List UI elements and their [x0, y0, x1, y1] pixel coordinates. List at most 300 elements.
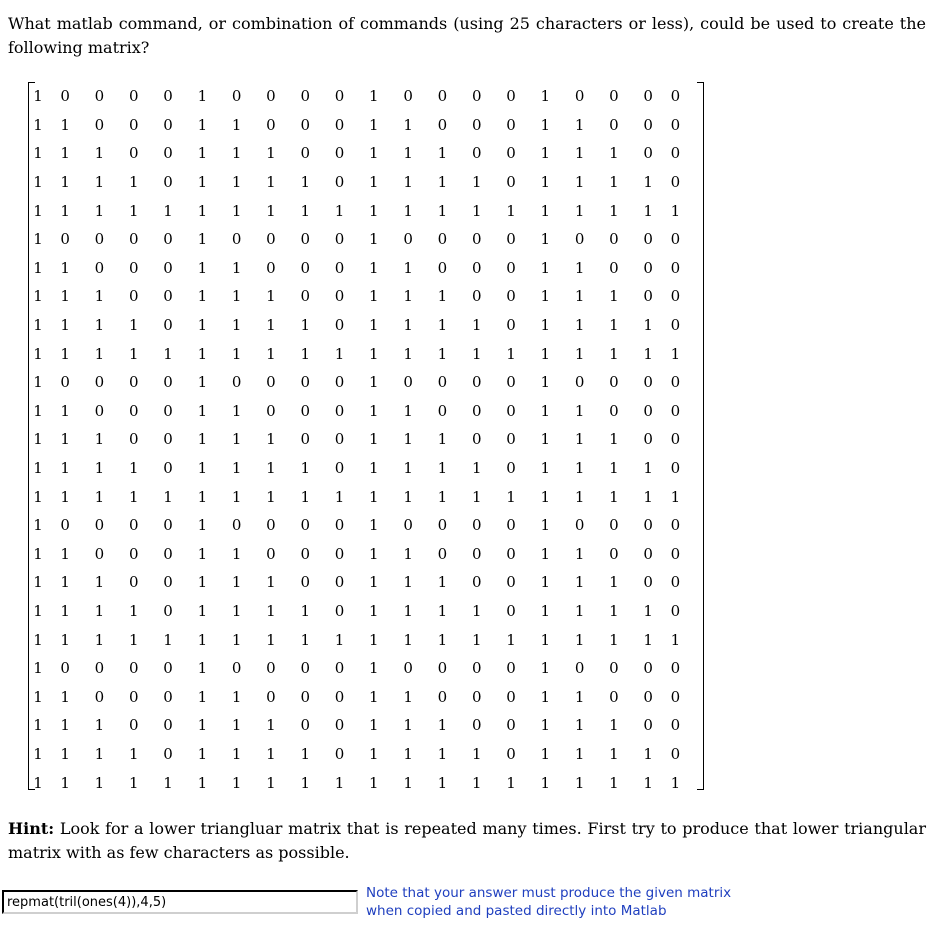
matrix-cell: 0: [163, 430, 173, 449]
matrix-cell: 0: [300, 287, 310, 306]
matrix-cell: 1: [231, 401, 242, 420]
matrix-cell: 1: [574, 144, 585, 163]
matrix-cell: 1: [94, 201, 105, 220]
matrix-cell: 0: [163, 659, 173, 678]
matrix-cell: 0: [334, 716, 345, 735]
matrix-cell: 0: [266, 87, 276, 106]
matrix-cell: 1: [231, 115, 242, 134]
matrix-cell: 0: [163, 459, 173, 478]
matrix-cell: 1: [60, 258, 70, 277]
matrix-cell: 0: [574, 659, 585, 678]
matrix-cell: 1: [403, 459, 413, 478]
matrix-cell: 0: [334, 87, 345, 106]
matrix-cell: 0: [670, 687, 681, 706]
matrix-cell: 1: [300, 459, 310, 478]
matrix-cell: 1: [403, 687, 413, 706]
matrix-cell: 0: [643, 659, 653, 678]
matrix-cell: 0: [94, 516, 105, 535]
matrix-cell: 0: [643, 87, 653, 106]
matrix-cell: 0: [163, 373, 173, 392]
matrix-cell: 1: [300, 201, 310, 220]
matrix-cell: 1: [94, 173, 105, 192]
matrix-cell: 1: [506, 201, 516, 220]
matrix-cell: 1: [128, 487, 139, 506]
matrix-cell: 0: [574, 373, 585, 392]
matrix-cell: 1: [574, 401, 585, 420]
matrix-cell: 1: [609, 173, 619, 192]
matrix-cell: 0: [670, 316, 681, 335]
matrix-cell: 1: [369, 316, 379, 335]
matrix-cell: 0: [403, 659, 413, 678]
hint-label: Hint:: [8, 819, 55, 838]
matrix-table: [28, 82, 685, 797]
matrix-cell: 0: [670, 430, 681, 449]
matrix-cell: 1: [643, 173, 653, 192]
matrix-row: [28, 682, 685, 711]
matrix-cell: 0: [609, 687, 619, 706]
matrix-cell: 1: [369, 87, 379, 106]
matrix-cell: 0: [163, 287, 173, 306]
matrix-cell: 1: [540, 344, 551, 363]
matrix-cell: 1: [266, 144, 276, 163]
matrix-cell: 1: [540, 601, 551, 620]
matrix-cell: 0: [643, 287, 653, 306]
matrix-cell: 0: [300, 115, 310, 134]
matrix-cell: 1: [197, 87, 208, 106]
matrix-cell: 1: [540, 173, 551, 192]
matrix-cell: 0: [231, 373, 242, 392]
matrix-cell: 1: [33, 516, 43, 535]
matrix-cell: 0: [506, 516, 516, 535]
matrix-cell: 1: [197, 601, 208, 620]
matrix-cell: 1: [300, 344, 310, 363]
matrix-cell: 1: [60, 316, 70, 335]
matrix-cell: 1: [231, 630, 242, 649]
matrix-cell: 1: [369, 630, 379, 649]
matrix-cell: 0: [670, 459, 681, 478]
matrix-cell: 1: [643, 459, 653, 478]
matrix-cell: 0: [300, 430, 310, 449]
matrix-cell: 1: [471, 459, 482, 478]
matrix-cell: 0: [163, 87, 173, 106]
matrix-cell: 0: [403, 230, 413, 249]
matrix-cell: 1: [197, 373, 208, 392]
matrix-cell: 1: [128, 173, 139, 192]
matrix-cell: 1: [471, 487, 482, 506]
matrix-row: [28, 111, 685, 140]
matrix-cell: 0: [403, 516, 413, 535]
matrix-cell: 0: [670, 544, 681, 563]
hint-body: Look for a lower triangluar matrix that is repeated many times. First try to produce that lower triangular matrix with as few characters as possible.: [8, 819, 926, 862]
matrix-cell: 0: [506, 87, 516, 106]
matrix-cell: 0: [609, 373, 619, 392]
matrix-row: [28, 597, 685, 626]
matrix-cell: 1: [540, 459, 551, 478]
matrix-cell: 1: [540, 516, 551, 535]
matrix-cell: 1: [60, 573, 70, 592]
matrix-cell: 1: [471, 173, 482, 192]
matrix-cell: 0: [506, 573, 516, 592]
matrix-cell: 1: [163, 487, 173, 506]
matrix-cell: 1: [369, 687, 379, 706]
matrix-cell: 1: [670, 487, 681, 506]
matrix-cell: 0: [94, 401, 105, 420]
matrix-cell: 1: [94, 487, 105, 506]
matrix-cell: 0: [471, 659, 482, 678]
matrix-cell: 0: [60, 87, 70, 106]
matrix-cell: 0: [300, 258, 310, 277]
matrix-cell: 1: [197, 173, 208, 192]
matrix-cell: 1: [197, 659, 208, 678]
matrix-cell: 1: [540, 716, 551, 735]
matrix-cell: 1: [540, 87, 551, 106]
matrix-cell: 0: [471, 687, 482, 706]
matrix-cell: 0: [94, 659, 105, 678]
matrix-cell: 1: [437, 287, 448, 306]
matrix-cell: 1: [33, 544, 43, 563]
matrix-cell: 1: [33, 459, 43, 478]
matrix-cell: 0: [94, 687, 105, 706]
matrix-cell: 1: [643, 487, 653, 506]
matrix-cell: 0: [334, 516, 345, 535]
matrix-cell: 1: [300, 316, 310, 335]
matrix-cell: 1: [128, 601, 139, 620]
matrix-cell: 1: [540, 487, 551, 506]
matrix-cell: 0: [94, 87, 105, 106]
matrix-cell: 1: [266, 344, 276, 363]
matrix-cell: 0: [334, 401, 345, 420]
matrix-cell: 1: [60, 544, 70, 563]
matrix-cell: 0: [670, 516, 681, 535]
matrix-display: [28, 82, 704, 790]
matrix-cell: 1: [231, 687, 242, 706]
matrix-cell: 0: [643, 716, 653, 735]
matrix-cell: 1: [266, 744, 276, 763]
matrix-cell: 1: [437, 744, 448, 763]
matrix-cell: 1: [471, 601, 482, 620]
matrix-cell: 1: [437, 716, 448, 735]
matrix-cell: 1: [609, 744, 619, 763]
matrix-cell: 0: [471, 516, 482, 535]
matrix-cell: 0: [128, 659, 139, 678]
matrix-cell: 0: [506, 144, 516, 163]
matrix-cell: 1: [506, 630, 516, 649]
matrix-cell: 1: [300, 173, 310, 192]
matrix-cell: 0: [437, 516, 448, 535]
matrix-cell: 0: [437, 544, 448, 563]
matrix-cell: 0: [437, 659, 448, 678]
matrix-cell: 0: [643, 516, 653, 535]
matrix-cell: 0: [128, 401, 139, 420]
matrix-cell: 1: [369, 516, 379, 535]
matrix-cell: 1: [60, 144, 70, 163]
matrix-cell: 0: [300, 716, 310, 735]
matrix-cell: 1: [369, 173, 379, 192]
matrix-cell: 1: [643, 744, 653, 763]
matrix-cell: 0: [670, 287, 681, 306]
matrix-cell: 1: [369, 401, 379, 420]
matrix-cell: 0: [506, 401, 516, 420]
matrix-cell: 1: [540, 230, 551, 249]
matrix-cell: 1: [540, 287, 551, 306]
matrix-cell: 1: [403, 773, 413, 792]
matrix-cell: 1: [471, 316, 482, 335]
matrix-cell: 1: [231, 459, 242, 478]
matrix-row: [28, 82, 685, 111]
matrix-cell: 1: [609, 773, 619, 792]
matrix-row: [28, 168, 685, 197]
matrix-cell: 1: [163, 344, 173, 363]
matrix-cell: 1: [574, 744, 585, 763]
matrix-row: [28, 397, 685, 426]
matrix-cell: 1: [670, 773, 681, 792]
matrix-cell: 1: [266, 601, 276, 620]
matrix-cell: 1: [128, 201, 139, 220]
matrix-cell: 1: [128, 459, 139, 478]
matrix-cell: 1: [33, 373, 43, 392]
matrix-cell: 1: [574, 487, 585, 506]
matrix-cell: 0: [94, 230, 105, 249]
matrix-cell: 0: [300, 516, 310, 535]
matrix-cell: 0: [670, 87, 681, 106]
matrix-cell: 1: [540, 316, 551, 335]
matrix-cell: 0: [574, 87, 585, 106]
matrix-cell: 1: [609, 430, 619, 449]
matrix-cell: 1: [540, 258, 551, 277]
matrix-cell: 1: [60, 773, 70, 792]
matrix-cell: 1: [197, 144, 208, 163]
matrix-cell: 1: [574, 601, 585, 620]
matrix-cell: 0: [471, 373, 482, 392]
matrix-row: [28, 540, 685, 569]
matrix-cell: 0: [94, 544, 105, 563]
matrix-cell: 1: [471, 630, 482, 649]
matrix-cell: 1: [197, 258, 208, 277]
matrix-cell: 1: [60, 287, 70, 306]
matrix-cell: 0: [128, 430, 139, 449]
matrix-cell: 1: [197, 230, 208, 249]
matrix-cell: 0: [300, 401, 310, 420]
matrix-cell: 0: [670, 230, 681, 249]
matrix-cell: 1: [609, 316, 619, 335]
hint-text: [8, 817, 926, 865]
matrix-cell: 1: [231, 716, 242, 735]
matrix-cell: 1: [266, 573, 276, 592]
matrix-cell: 0: [574, 230, 585, 249]
matrix-cell: 0: [300, 687, 310, 706]
matrix-cell: 1: [540, 773, 551, 792]
matrix-cell: 0: [334, 115, 345, 134]
answer-input[interactable]: [2, 890, 358, 914]
matrix-cell: 1: [266, 173, 276, 192]
matrix-cell: 1: [33, 401, 43, 420]
matrix-row: [28, 339, 685, 368]
matrix-cell: 1: [60, 630, 70, 649]
matrix-cell: 1: [369, 773, 379, 792]
matrix-cell: 0: [506, 430, 516, 449]
matrix-cell: 1: [94, 344, 105, 363]
matrix-cell: 1: [403, 744, 413, 763]
matrix-cell: 0: [300, 573, 310, 592]
matrix-cell: 0: [94, 373, 105, 392]
matrix-row: [28, 368, 685, 397]
matrix-cell: 1: [94, 430, 105, 449]
matrix-cell: 1: [369, 373, 379, 392]
matrix-cell: 0: [94, 258, 105, 277]
matrix-cell: 1: [369, 258, 379, 277]
matrix-cell: 1: [266, 316, 276, 335]
matrix-cell: 0: [574, 516, 585, 535]
matrix-cell: 0: [163, 173, 173, 192]
matrix-cell: 0: [437, 258, 448, 277]
matrix-cell: 0: [670, 144, 681, 163]
matrix-cell: 1: [574, 344, 585, 363]
matrix-cell: 0: [506, 373, 516, 392]
matrix-cell: 0: [128, 144, 139, 163]
matrix-cell: 0: [437, 115, 448, 134]
matrix-cell: 0: [163, 601, 173, 620]
matrix-cell: 1: [266, 287, 276, 306]
matrix-cell: 1: [471, 344, 482, 363]
matrix-cell: 1: [300, 630, 310, 649]
matrix-cell: 1: [197, 287, 208, 306]
matrix-cell: 0: [231, 659, 242, 678]
matrix-cell: 0: [437, 230, 448, 249]
matrix-cell: 1: [197, 459, 208, 478]
matrix-cell: 1: [437, 630, 448, 649]
matrix-cell: 1: [369, 230, 379, 249]
matrix-row: [28, 139, 685, 168]
matrix-row: [28, 711, 685, 740]
answer-note: [366, 884, 786, 920]
matrix-cell: 0: [506, 258, 516, 277]
matrix-row: [28, 740, 685, 769]
matrix-cell: 1: [609, 287, 619, 306]
matrix-cell: 0: [163, 687, 173, 706]
matrix-cell: 1: [197, 744, 208, 763]
question-text: What matlab command, or combination of commands (using 25 characters or less), could be used to create the following matrix?: [8, 14, 926, 57]
matrix-cell: 1: [437, 430, 448, 449]
matrix-cell: 1: [266, 630, 276, 649]
matrix-cell: 1: [231, 316, 242, 335]
matrix-cell: 1: [33, 173, 43, 192]
matrix-cell: 0: [163, 258, 173, 277]
matrix-cell: 1: [33, 287, 43, 306]
matrix-row: [28, 225, 685, 254]
matrix-cell: 1: [506, 344, 516, 363]
matrix-cell: 1: [437, 144, 448, 163]
matrix-cell: 1: [231, 144, 242, 163]
matrix-cell: 1: [60, 430, 70, 449]
matrix-cell: 0: [128, 115, 139, 134]
matrix-cell: 1: [574, 258, 585, 277]
matrix-cell: 0: [506, 716, 516, 735]
matrix-right-bracket: [697, 82, 704, 790]
matrix-cell: 0: [334, 230, 345, 249]
matrix-cell: 1: [609, 144, 619, 163]
matrix-cell: 0: [471, 230, 482, 249]
matrix-cell: 1: [506, 487, 516, 506]
matrix-cell: 1: [403, 573, 413, 592]
matrix-cell: 1: [33, 258, 43, 277]
matrix-cell: 1: [266, 459, 276, 478]
matrix-cell: 1: [197, 115, 208, 134]
matrix-cell: 0: [643, 144, 653, 163]
matrix-cell: 1: [574, 173, 585, 192]
matrix-cell: 1: [437, 173, 448, 192]
matrix-cell: 1: [334, 773, 345, 792]
matrix-cell: 0: [266, 373, 276, 392]
matrix-cell: 0: [471, 287, 482, 306]
matrix-row: [28, 654, 685, 683]
matrix-cell: 1: [574, 773, 585, 792]
matrix-cell: 1: [33, 716, 43, 735]
matrix-cell: 1: [437, 601, 448, 620]
matrix-row: [28, 511, 685, 540]
matrix-cell: 1: [643, 773, 653, 792]
matrix-cell: 0: [163, 115, 173, 134]
matrix-cell: 0: [471, 430, 482, 449]
matrix-cell: 1: [540, 201, 551, 220]
matrix-cell: 1: [94, 630, 105, 649]
matrix-cell: 0: [334, 601, 345, 620]
matrix-cell: 0: [128, 87, 139, 106]
matrix-cell: 0: [643, 373, 653, 392]
matrix-cell: 0: [609, 87, 619, 106]
matrix-cell: 1: [33, 773, 43, 792]
matrix-cell: 1: [94, 459, 105, 478]
matrix-cell: 1: [60, 401, 70, 420]
matrix-cell: 1: [163, 630, 173, 649]
matrix-cell: 0: [334, 287, 345, 306]
matrix-cell: 1: [60, 687, 70, 706]
matrix-cell: 1: [94, 744, 105, 763]
matrix-cell: 1: [540, 544, 551, 563]
matrix-cell: 0: [670, 573, 681, 592]
matrix-cell: 0: [643, 258, 653, 277]
matrix-cell: 0: [471, 258, 482, 277]
matrix-cell: 1: [163, 201, 173, 220]
matrix-cell: 1: [540, 401, 551, 420]
matrix-cell: 1: [609, 487, 619, 506]
matrix-cell: 0: [266, 230, 276, 249]
matrix-cell: 1: [403, 344, 413, 363]
matrix-cell: 0: [609, 258, 619, 277]
matrix-row: [28, 282, 685, 311]
matrix-cell: 0: [60, 230, 70, 249]
matrix-cell: 0: [471, 87, 482, 106]
matrix-cell: 0: [334, 144, 345, 163]
matrix-cell: 1: [163, 773, 173, 792]
matrix-cell: 1: [403, 430, 413, 449]
matrix-cell: 1: [369, 115, 379, 134]
matrix-cell: 1: [300, 601, 310, 620]
matrix-cell: 1: [369, 544, 379, 563]
matrix-cell: 1: [670, 201, 681, 220]
matrix-cell: 0: [334, 544, 345, 563]
matrix-cell: 1: [574, 459, 585, 478]
matrix-cell: 1: [403, 716, 413, 735]
matrix-cell: 1: [94, 716, 105, 735]
matrix-row: [28, 482, 685, 511]
matrix-cell: 0: [471, 573, 482, 592]
matrix-cell: 1: [33, 230, 43, 249]
matrix-cell: 0: [334, 316, 345, 335]
matrix-cell: 1: [403, 287, 413, 306]
matrix-cell: 0: [266, 258, 276, 277]
matrix-cell: 1: [334, 487, 345, 506]
matrix-cell: 0: [163, 144, 173, 163]
